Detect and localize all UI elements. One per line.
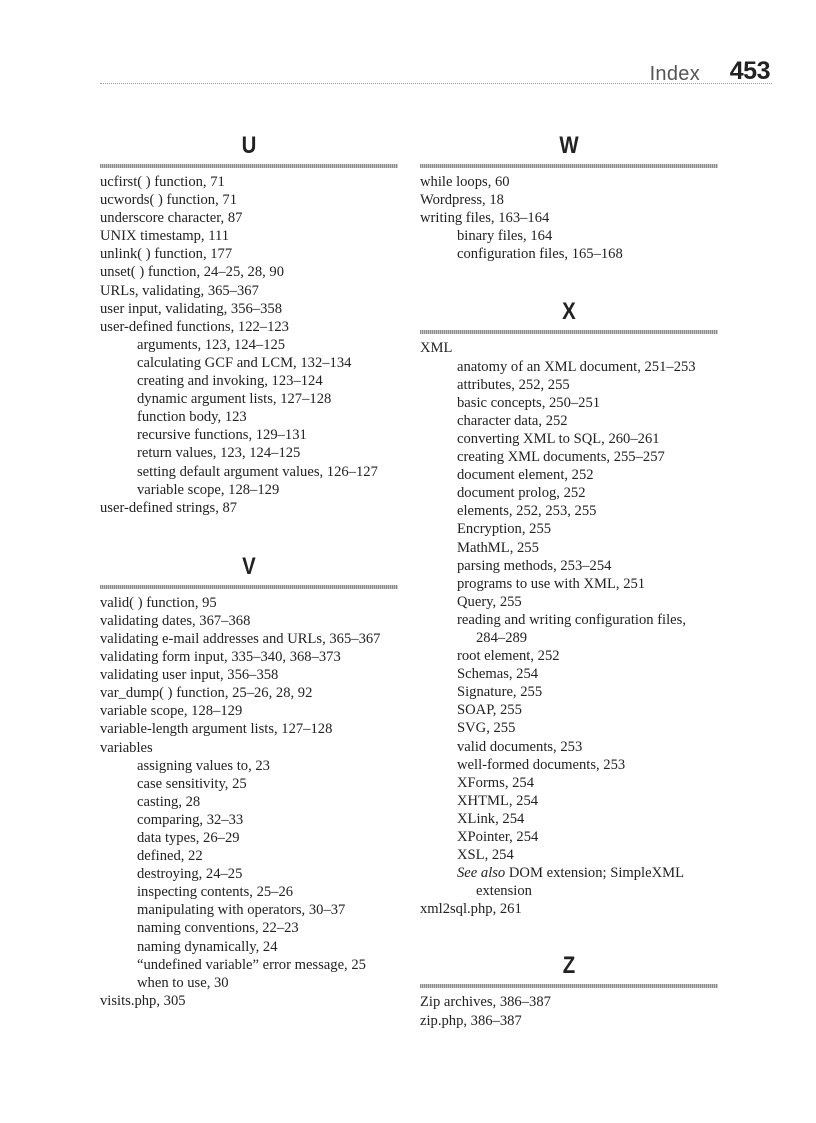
index-subentry: setting default argument values, 126–127: [137, 463, 378, 480]
section-rule: [420, 164, 718, 168]
index-entry: validating dates, 367–368: [100, 612, 251, 629]
running-header: [100, 52, 772, 86]
index-section-v: [100, 551, 398, 1010]
index-subentry: destroying, 24–25: [137, 866, 243, 883]
see-also-reference: [420, 864, 718, 882]
page-number: 453: [729, 57, 770, 85]
index-entry: unset( ) function, 24–25, 28, 90: [100, 264, 285, 281]
index-column-right: [420, 130, 718, 1030]
index-subentry: comparing, 32–33: [137, 811, 244, 828]
index-entry: var_dump( ) function, 25–26, 28, 92: [100, 685, 313, 702]
index-subentry: recursive functions, 129–131: [137, 427, 307, 444]
index-subentry-continued: 284–289: [476, 629, 528, 646]
section-rule: [100, 164, 398, 168]
index-entry: validating e-mail addresses and URLs, 365–367: [100, 630, 381, 647]
index-subentry: programs to use with XML, 251: [457, 575, 646, 592]
see-also-targets: DOM extension; SimpleXML: [508, 865, 685, 882]
index-subentry: character data, 252: [457, 412, 568, 429]
index-entry: visits.php, 305: [100, 992, 186, 1009]
index-subentry: anatomy of an XML document, 251–253: [457, 358, 696, 375]
index-entry: variables: [100, 739, 153, 756]
section-heading: [100, 551, 398, 585]
index-subentry: Schemas, 254: [457, 666, 539, 683]
index-column-left: [100, 130, 398, 1010]
index-entry: unlink( ) function, 177: [100, 246, 233, 263]
index-subentry: data types, 26–29: [137, 830, 240, 846]
index-entry: user-defined strings, 87: [100, 499, 238, 516]
index-entry: URLs, validating, 365–367: [100, 282, 259, 299]
section-heading: [100, 130, 398, 164]
index-subentry: document element, 252: [457, 467, 594, 484]
index-entry: valid( ) function, 95: [100, 594, 217, 611]
index-subentry: casting, 28: [137, 793, 201, 810]
section-rule: [420, 984, 718, 988]
index-subentry: XLink, 254: [457, 810, 525, 827]
index-entry: while loops, 60: [420, 174, 510, 190]
index-subentry: assigning values to, 23: [137, 757, 270, 774]
index-subentry: configuration files, 165–168: [457, 246, 623, 263]
index-entry: validating user input, 356–358: [100, 667, 279, 684]
index-subentry: creating and invoking, 123–124: [137, 373, 323, 390]
index-subentry: attributes, 252, 255: [457, 376, 570, 393]
index-subentry: XForms, 254: [457, 774, 535, 791]
index-subentry: inspecting contents, 25–26: [137, 884, 294, 901]
section-heading: [420, 950, 718, 984]
index-section-u: [100, 130, 398, 517]
section-letter: X: [562, 298, 576, 326]
section-letter: Z: [562, 952, 576, 980]
index-subentry: defined, 22: [137, 848, 203, 865]
index-subentry: function body, 123: [137, 409, 247, 426]
index-entry: validating form input, 335–340, 368–373: [100, 649, 341, 666]
index-subentry: variable scope, 128–129: [137, 481, 280, 498]
index-subentry: arguments, 123, 124–125: [137, 336, 286, 353]
index-section-w: [420, 130, 718, 263]
section-heading: [420, 130, 718, 164]
index-section-x: [420, 296, 718, 918]
running-head-label: Index: [649, 63, 700, 85]
section-heading: [420, 296, 718, 330]
index-subentry: basic concepts, 250–251: [457, 394, 601, 411]
index-subentry: return values, 123, 124–125: [137, 445, 301, 462]
index-entry: writing files, 163–164: [420, 210, 550, 227]
index-subentry: elements, 252, 253, 255: [457, 503, 597, 520]
index-subentry: converting XML to SQL, 260–261: [457, 430, 660, 447]
index-entry: variable-length argument lists, 127–128: [100, 721, 333, 738]
section-rule: [420, 330, 718, 334]
section-rule: [100, 585, 398, 589]
index-entry: ucfirst( ) function, 71: [100, 174, 225, 190]
index-subentry: well-formed documents, 253: [457, 756, 626, 773]
index-subentry: binary files, 164: [457, 228, 553, 245]
index-subentry: “undefined variable” error message, 25: [137, 956, 366, 973]
index-subentry: XHTML, 254: [457, 792, 539, 809]
index-subentry: calculating GCF and LCM, 132–134: [137, 354, 352, 371]
index-entry: ucwords( ) function, 71: [100, 192, 237, 209]
section-letter: W: [559, 132, 579, 159]
index-subentry: document prolog, 252: [457, 485, 586, 502]
index-entry: underscore character, 87: [100, 210, 243, 227]
index-subentry: when to use, 30: [137, 974, 229, 991]
index-entry: xml2sql.php, 261: [420, 901, 522, 918]
index-subentry: manipulating with operators, 30–37: [137, 902, 346, 919]
index-section-z: [420, 950, 718, 1029]
index-subentry: root element, 252: [457, 648, 560, 665]
index-subentry: SOAP, 255: [457, 702, 522, 719]
index-entry: variable scope, 128–129: [100, 703, 243, 720]
index-subentry: Encryption, 255: [457, 521, 552, 538]
index-subentry: Query, 255: [457, 593, 522, 610]
index-entry: zip.php, 386–387: [420, 1012, 522, 1029]
index-subentry: reading and writing configuration files,: [457, 611, 686, 628]
index-subentry: SVG, 255: [457, 720, 516, 737]
index-entry: Wordpress, 18: [420, 192, 504, 209]
index-subentry: XPointer, 254: [457, 829, 539, 845]
index-subentry: parsing methods, 253–254: [457, 557, 612, 574]
index-entry: Zip archives, 386–387: [420, 994, 551, 1011]
index-subentry: creating XML documents, 255–257: [457, 449, 665, 466]
index-subentry-continued: extension: [476, 883, 532, 900]
index-subentry: Signature, 255: [457, 684, 543, 701]
index-entry: UNIX timestamp, 111: [100, 228, 230, 245]
index-subentry: naming conventions, 22–23: [137, 920, 299, 937]
index-entry: XML: [420, 340, 453, 357]
section-letter: V: [242, 552, 256, 580]
index-subentry: case sensitivity, 25: [137, 775, 247, 792]
index-subentry: XSL, 254: [457, 847, 514, 864]
index-subentry: valid documents, 253: [457, 738, 583, 755]
section-letter: U: [241, 132, 257, 159]
index-entry: user input, validating, 356–358: [100, 300, 282, 317]
see-also-label: See also: [457, 865, 506, 882]
index-subentry: naming dynamically, 24: [137, 938, 278, 955]
index-subentry: MathML, 255: [457, 539, 539, 556]
index-subentry: dynamic argument lists, 127–128: [137, 391, 332, 408]
index-entry: user-defined functions, 122–123: [100, 318, 289, 335]
